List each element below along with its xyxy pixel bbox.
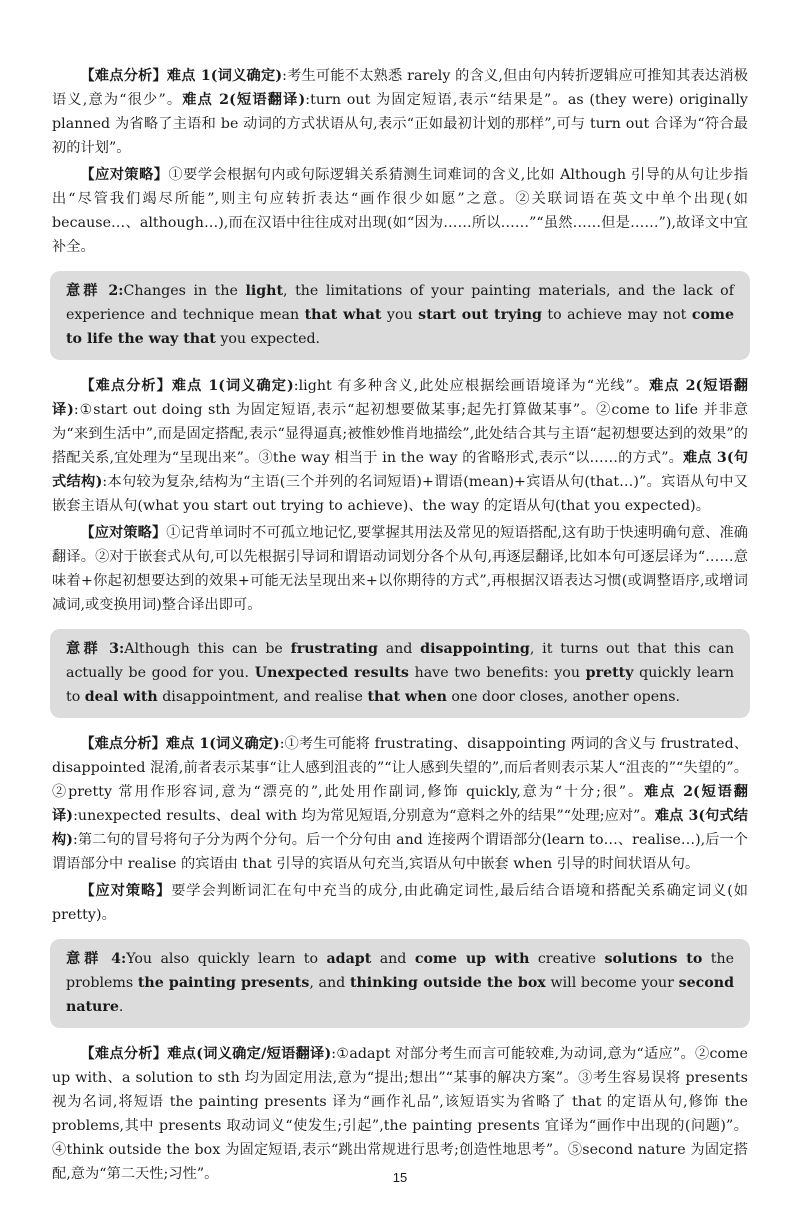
sentence-text: to achieve may not — [541, 307, 692, 323]
analysis-paragraph-2 — [52, 374, 748, 518]
key-term: light — [245, 283, 284, 299]
sentence-text: quickly learn to — [66, 665, 734, 705]
point-text: :考生可能不太熟悉 rarely 的含义,但由句内转折逻辑应可推知其表达消极语义,意为“很少”。 — [52, 68, 748, 108]
point-text: :本句较为复杂,结构为“主语(三个并列的名词短语)+谓语(mean)+宾语从句(that…)”。宾语从句中又嵌套主语从句(what you start out trying to achieve)、the way 的定语从句(that you expected)。 — [52, 474, 748, 514]
analysis-paragraph-4 — [52, 1042, 748, 1186]
sentence-text: you — [381, 307, 419, 323]
sentence-text: and — [371, 951, 415, 967]
sentence-text: you expected. — [215, 331, 321, 347]
point-heading: 难点 3(句式结构) — [52, 450, 748, 490]
sentence-text: , the limitations of your painting materials, and the lack of experience and technique mean — [66, 283, 734, 323]
sense-group-3-box — [50, 629, 750, 718]
key-term: solutions to — [604, 951, 703, 967]
point-heading: 难点 1(词义确定) — [165, 736, 280, 752]
sentence-text: disappointment, and realise — [157, 689, 368, 705]
key-term: come up with — [414, 951, 530, 967]
sentence-text: You also quickly learn to — [126, 951, 327, 967]
point-text: :light 有多种含义,此处应根据绘画语境译为“光线”。 — [293, 378, 650, 394]
key-term: the painting presents — [137, 975, 310, 991]
point-text: :①考生可能将 frustrating、disappointing 两词的含义与 frustrated、disappointed 混淆,前者表示某事“让人感到沮丧的”“让人感到失望的”,而后者则表示某人“沮丧的”“失望的”。②pretty 常用作形容词,意为“漂亮的”,此处用作副词,修饰 quickly,意为“十分;很”。 — [52, 736, 748, 800]
sentence-text: . — [118, 999, 124, 1015]
point-heading: 难点 3(句式结构) — [52, 808, 748, 848]
point-text: :①adapt 对部分考生而言可能较难,为动词,意为“适应”。②come up with、a solution to sth 均为固定用法,意为“提出;想出”“某事的解决方案”。③考生容易误将 presents 视为名词,将短语 the painting presents 译为“画作礼品”,该短语实为省略了 that 的定语从句,修饰 the problems,其中 presents 取动词义“使发生;引起”,the painting presents 宜译为“画作中出现的(问题)”。④think outside the box 为固定短语,表示“跳出常规进行思考;创造性地思考”。⑤second nature 为固定搭配,意为“第二天性;习性”。 — [52, 1046, 748, 1182]
point-heading: 难点 1(词义确定) — [171, 378, 294, 394]
strategy-text: ①记背单词时不可孤立地记忆,要掌握其用法及常见的短语搭配,这有助于快速明确句意、准确翻译。②对于嵌套式从句,可以先根据引导词和谓语动词划分各个从句,再逐层翻译,比如本句可逐层译为“……意味着+你起初想要达到的效果+可能无法呈现出来+以你期待的方式”,再根据汉语表达习惯(或调整语序,或增词减词,或变换用词)整合译出即可。 — [52, 525, 748, 613]
section-tag: 【难点分析】 — [80, 736, 166, 752]
strategy-text: ①要学会根据句内或句际逻辑关系猜测生词难词的含义,比如 Although 引导的从句让步指出“尽管我们竭尽所能”,则主句应转折表达“画作很少如愿”之意。②关联词语在英文中单个出现(如 because…、although…),而在汉语中往往成对出现(如“因为……所以……”“虽然……但是……”),故译文中宜补全。 — [52, 167, 748, 255]
key-term: that what — [304, 307, 382, 323]
key-term: frustrating — [290, 641, 378, 657]
sentence-text: , and — [309, 975, 350, 991]
strategy-text: 要学会判断词汇在句中充当的成分,由此确定词性,最后结合语境和搭配关系确定词义(如 pretty)。 — [52, 883, 748, 923]
section-tag: 【应对策略】 — [80, 167, 169, 183]
sense-group-label: 意群 3: — [66, 641, 125, 657]
key-term: thinking outside the box — [349, 975, 546, 991]
sense-group-4-box — [50, 939, 750, 1028]
sense-group-2-box — [50, 271, 750, 360]
point-text: :第二句的冒号将句子分为两个分句。后一个分句由 and 连接两个谓语部分(learn to…、realise…),后一个谓语部分中 realise 的宾语由 that 引导的宾语从句充当,宾语从句中嵌套 when 引导的时间状语从句。 — [52, 832, 748, 872]
sentence-text: will become your — [545, 975, 679, 991]
point-heading: 难点 2(短语翻译) — [182, 92, 306, 108]
key-term: disappointing — [420, 641, 530, 657]
point-text: :turn out 为固定短语,表示“结果是”。as (they were) originally planned 为省略了主语和 be 动词的方式状语从句,表示“正如最初计划的那样”,可与 turn out 合译为“符合最初的计划”。 — [52, 92, 748, 156]
strategy-paragraph-1 — [52, 163, 748, 259]
sentence-text: and — [377, 641, 421, 657]
key-term: start out trying — [418, 307, 542, 323]
key-term: that when — [367, 689, 447, 705]
analysis-paragraph-3 — [52, 732, 748, 876]
point-text: :unexpected results、deal with 均为常见短语,分别意为“意料之外的结果”“处理;应对”。 — [73, 808, 655, 824]
strategy-paragraph-2 — [52, 521, 748, 617]
key-term: pretty — [585, 665, 634, 681]
key-term: second nature — [66, 975, 734, 1015]
analysis-paragraph-1 — [52, 64, 748, 160]
key-term: Unexpected results — [254, 665, 409, 681]
point-heading: 难点 2(短语翻译) — [52, 378, 748, 418]
point-heading: 难点 1(词义确定) — [166, 68, 283, 84]
section-tag: 【难点分析】 — [80, 68, 167, 84]
page-number: 15 — [392, 1170, 408, 1185]
section-tag: 【应对策略】 — [80, 883, 172, 899]
key-term: adapt — [326, 951, 372, 967]
sentence-text: have two benefits: you — [408, 665, 586, 681]
key-term: deal with — [84, 689, 158, 705]
sentence-text: , it turns out that this can actually be good for you. — [66, 641, 734, 681]
sentence-text: one door closes, another opens. — [446, 689, 681, 705]
sentence-text: Changes in the — [123, 283, 246, 299]
sense-group-label: 意群 2: — [66, 283, 124, 299]
sentence-text: the problems — [66, 951, 734, 991]
section-tag: 【应对策略】 — [80, 525, 167, 541]
sentence-text: Although this can be — [124, 641, 291, 657]
sense-group-label: 意群 4: — [66, 951, 127, 967]
point-heading: 难点 2(短语翻译) — [52, 784, 748, 824]
strategy-paragraph-3 — [52, 879, 748, 927]
point-text: :①start out doing sth 为固定短语,表示“起初想要做某事;起先打算做某事”。②come to life 并非意为“来到生活中”,而是固定搭配,表示“显得逼真;被惟妙惟肖地描绘”,此处结合其与主语“起初想要达到的效果”的搭配关系,宜处理为“呈现出来”。③the way 相当于 in the way 的省略形式,表示“以……的方式”。 — [52, 402, 748, 466]
section-tag: 【难点分析】 — [80, 1046, 168, 1062]
point-heading: 难点(词义确定/短语翻译) — [167, 1046, 332, 1062]
section-tag: 【难点分析】 — [80, 378, 172, 394]
key-term: come to life the way that — [66, 307, 734, 347]
sentence-text: creative — [529, 951, 605, 967]
